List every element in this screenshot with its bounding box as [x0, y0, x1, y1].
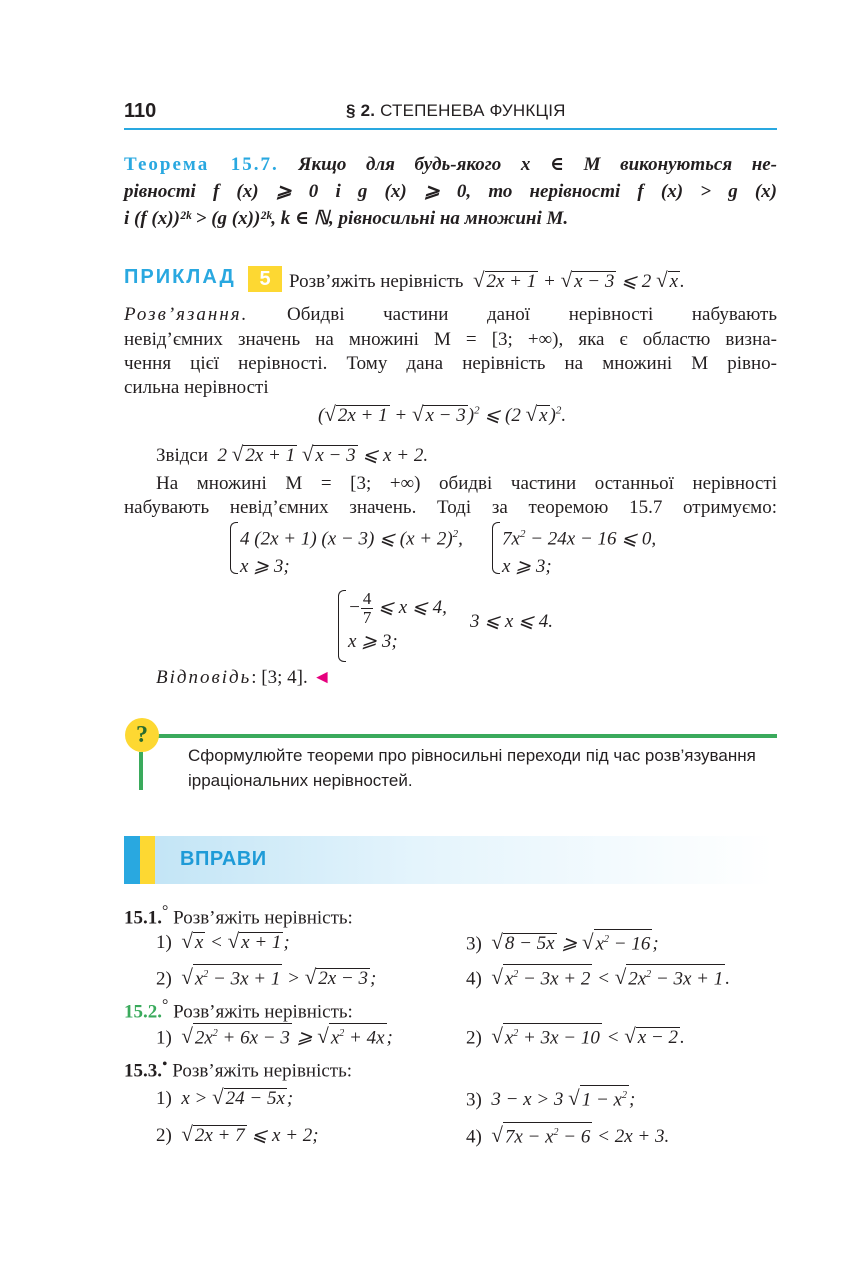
exercises-title: ВПРАВИ	[180, 848, 267, 870]
question-bar	[139, 752, 143, 790]
exercise-15-1-header	[124, 900, 353, 930]
system-2	[492, 520, 656, 581]
theorem-line-1	[124, 153, 777, 177]
theorem-label: Теорема 15.7.	[124, 154, 279, 175]
exercise-task: Розв’яжіть нерівність:	[172, 1060, 353, 1082]
example-number: 5	[248, 266, 282, 292]
end-of-solution-marker: ◄	[312, 667, 332, 688]
system-1-row-1: 4 (2x + 1) (x − 3) ⩽ $(x + 2)^2$,	[240, 528, 463, 550]
section-title-text: СТЕПЕНЕВА ФУНКЦІЯ	[380, 101, 566, 120]
theorem-line-3: і (f (x))²ᵏ > (g (x))²ᵏ, k ∈ ℕ, рівносильні на множині M.	[124, 208, 569, 229]
example-task	[289, 268, 685, 294]
solution-line-4: сильна нерівності	[124, 377, 269, 398]
exercise-15-3-item-4: 4) √ $7x - x^2 - 6 < 2x + 3$.	[466, 1123, 670, 1148]
solution-line-2: невід’ємних значень на множині M = [3; +∞), яка є областю визна-	[124, 329, 777, 350]
exercise-15-3-item-1: 1) x > √ 24 − 5x ;	[156, 1085, 294, 1109]
page-number: 110	[124, 100, 157, 122]
exercise-number: 15.3.	[124, 1060, 162, 1082]
exercise-15-3-item-2: 2) √ 2x + 7 ⩽ x + 2;	[156, 1122, 319, 1146]
theorem-line-2: рівності f (x) ⩾ 0 і g (x) ⩾ 0, то нерівності f (x) > g (x)	[124, 181, 777, 202]
exercise-number: 15.2.	[124, 1001, 162, 1023]
solution-line-1	[124, 303, 777, 327]
solution-label: Розв’язання.	[124, 304, 249, 325]
example-task-text: Розв’яжіть нерівність	[289, 271, 464, 292]
system-1	[230, 520, 463, 581]
exercise-level-mark: °	[162, 903, 169, 920]
exercise-task: Розв’яжіть нерівність:	[173, 1001, 353, 1023]
theorem-text-1: Якщо для будь-якого x ∈ M виконуються не-	[298, 154, 777, 175]
exercise-task: Розв’яжіть нерівність:	[173, 907, 353, 929]
exercise-15-3-header	[124, 1053, 352, 1083]
hence-line	[156, 442, 428, 468]
system-3-row-1: − $\frac{4}{7}$ ⩽ x ⩽ 4,	[348, 589, 447, 628]
exercise-15-1-item-4: 4) √ $x^2 - 3x + 2$ < √ $2x^2 - 3x + 1$ .	[466, 965, 730, 990]
section-title	[346, 101, 566, 121]
hence-formula: 2 √ 2x + 1 √ x − 3 ⩽ x + 2.	[212, 442, 429, 466]
section-prefix: § 2.	[346, 101, 376, 120]
system-3-brace	[338, 590, 346, 662]
system-2-row-2: x ⩾ 3;	[502, 556, 552, 578]
exercise-level-mark: °	[162, 997, 169, 1014]
exercise-15-2-item-2: 2) √ $x^2 + 3x - 10$ < √ x − 2 .	[466, 1024, 685, 1049]
final-interval: 3 ⩽ x ⩽ 4.	[470, 611, 554, 632]
exercise-level-mark: •	[162, 1056, 168, 1073]
system-1-brace	[230, 522, 238, 574]
exercises-banner-yellow-stripe	[140, 836, 155, 884]
system-1-row-2: x ⩾ 3;	[240, 556, 290, 578]
exercise-15-1-item-1: 1) √ x < √ x + 1 ;	[156, 929, 290, 953]
exercise-15-2-item-1: 1) √ $2x^2 + 6x - 3$ ⩾ √ $x^2 + 4x$ ;	[156, 1024, 393, 1049]
example-label: ПРИКЛАД	[124, 266, 236, 288]
exercise-number: 15.1.	[124, 907, 162, 929]
question-rule	[148, 734, 777, 738]
exercise-15-1-item-3: 3) √ 8 − 5x ⩾ √ $x^2 - 16$ ;	[466, 930, 659, 955]
system-3	[338, 588, 447, 656]
answer-line	[156, 666, 331, 690]
para2-line-2: набувають невід’ємних значень. Тоді за теоремою 15.7 отримуємо:	[124, 497, 777, 518]
para2-line-1: На множині M = [3; +∞) обидві частини останньої нерівності	[156, 473, 777, 494]
exercise-15-2-header	[124, 994, 353, 1024]
system-2-row-1: $7x^2 - 24x - 16$ ⩽ 0,	[502, 528, 657, 550]
system-2-brace	[492, 522, 500, 574]
header-rule	[124, 128, 777, 130]
exercise-15-1-item-2: 2) √ $x^2 - 3x + 1$ > √ 2x − 3 ;	[156, 965, 377, 990]
formula-squared: (√ 2x + 1 + √ x − 3 )$^2$ ⩽ (2 √ x )$^2$.	[318, 402, 567, 426]
answer-label: Відповідь	[156, 667, 252, 688]
example-task-formula: √ 2x + 1 + √ x − 3 ⩽ 2 √ x .	[472, 268, 685, 292]
exercise-15-3-item-3: 3) 3 − x > 3 √ $1 - x^2$ ;	[466, 1086, 636, 1111]
solution-line-3: чення цієї нерівності. Тому дана нерівність на множині M рівно-	[124, 353, 777, 374]
solution-text-1: Обидві частини даної нерівності набувають	[287, 304, 777, 325]
question-icon: ?	[125, 718, 159, 752]
question-text: Сформулюйте теореми про рівносильні переходи під час розв’язування ірраціональних нерівностей.	[188, 746, 756, 790]
answer-value: : [3; 4].	[251, 667, 308, 688]
hence-label: Звідси	[156, 445, 209, 466]
exercises-banner-blue-stripe	[124, 836, 140, 884]
system-3-row-2: x ⩾ 3;	[348, 631, 398, 652]
